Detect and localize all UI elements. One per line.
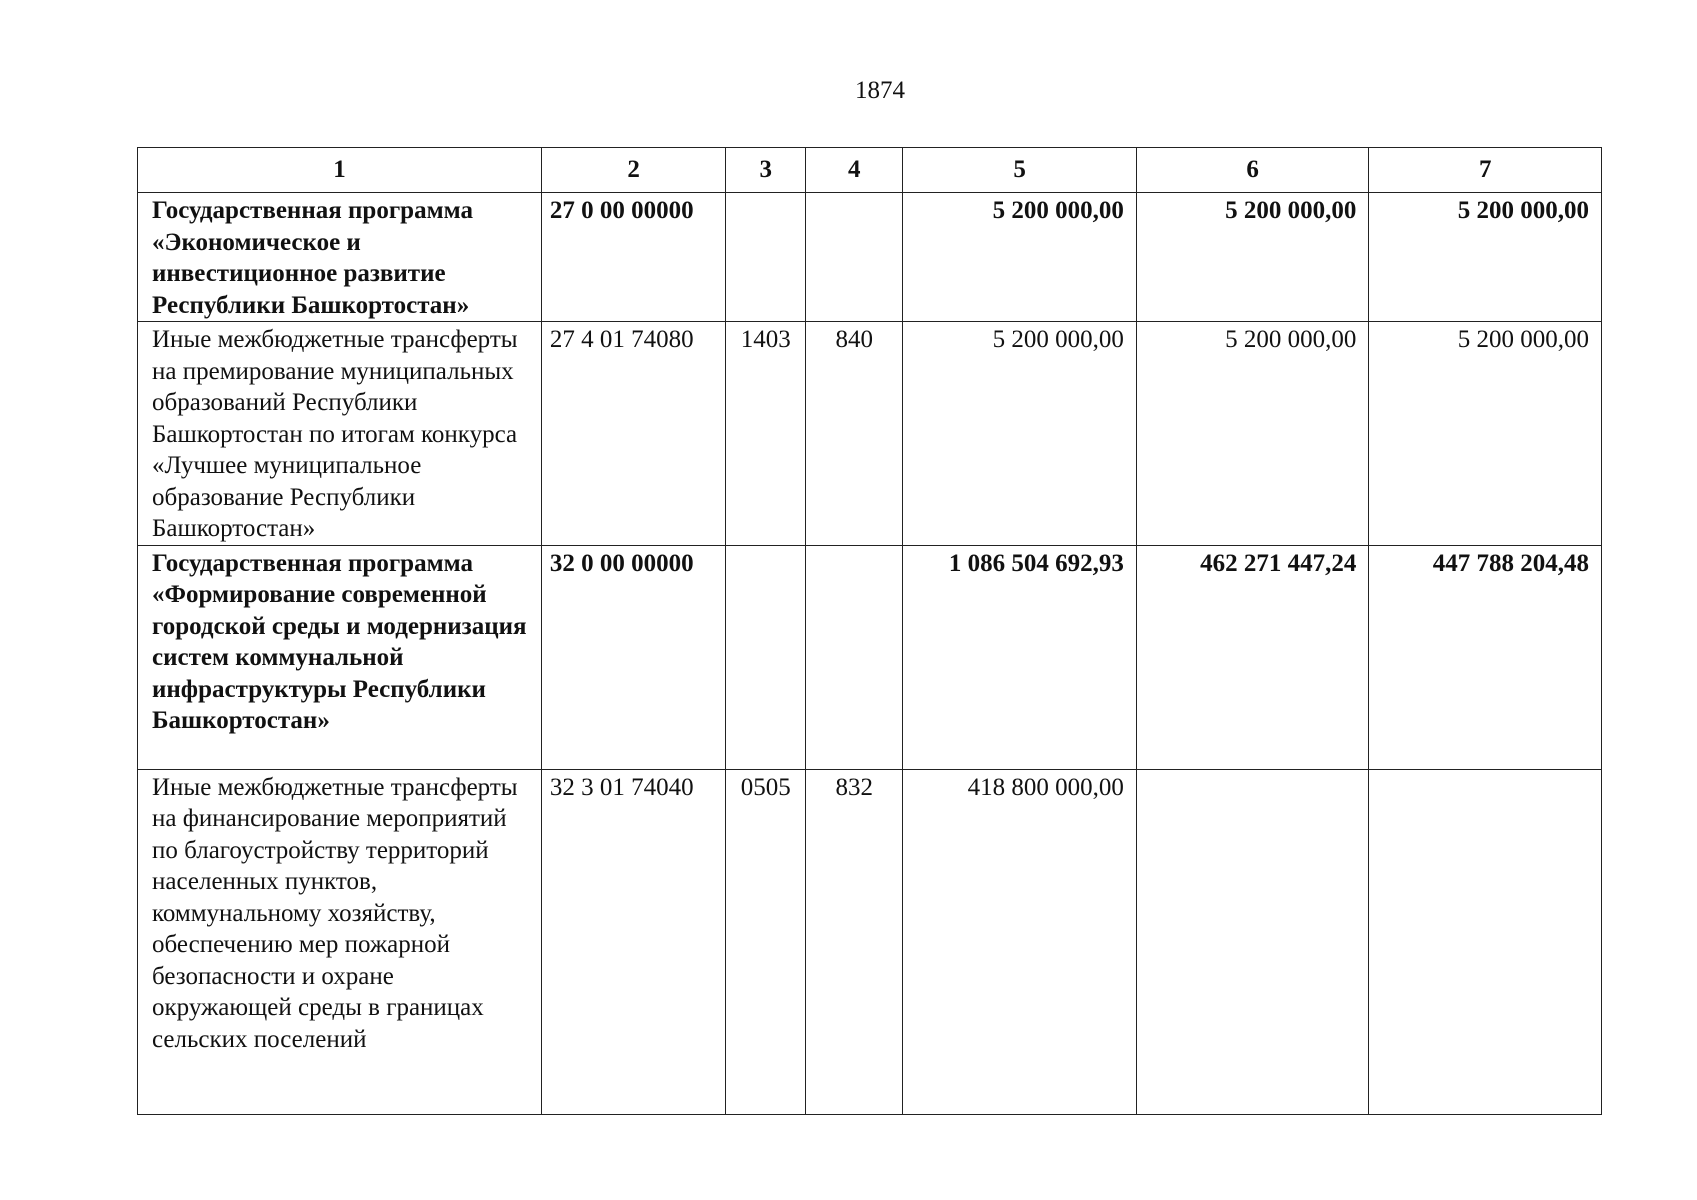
row-section: 0505 — [726, 769, 806, 1114]
row-type: 832 — [806, 769, 903, 1114]
row-amount-1: 5 200 000,00 — [903, 193, 1137, 322]
row-amount-3: 5 200 000,00 — [1369, 322, 1602, 546]
table-row — [138, 322, 1602, 546]
page-number: 1874 — [855, 77, 905, 104]
column-header: 3 — [726, 148, 806, 193]
row-section — [726, 193, 806, 322]
column-header: 5 — [903, 148, 1137, 193]
table-row — [138, 193, 1602, 322]
row-name: Государственная программа «Формирование современной городской среды и модернизация систем коммунальной инфраструктуры Республики Башкортостан» — [138, 545, 542, 769]
table-row — [138, 545, 1602, 769]
column-header: 1 — [138, 148, 542, 193]
column-header: 4 — [806, 148, 903, 193]
row-type: 840 — [806, 322, 903, 546]
row-amount-3 — [1369, 769, 1602, 1114]
row-amount-1: 5 200 000,00 — [903, 322, 1137, 546]
table-row — [138, 769, 1602, 1114]
row-type — [806, 193, 903, 322]
row-amount-1: 1 086 504 692,93 — [903, 545, 1137, 769]
row-code: 32 3 01 74040 — [541, 769, 726, 1114]
row-section — [726, 545, 806, 769]
row-code: 27 4 01 74080 — [541, 322, 726, 546]
row-amount-3: 447 788 204,48 — [1369, 545, 1602, 769]
column-header: 7 — [1369, 148, 1602, 193]
column-header: 6 — [1136, 148, 1369, 193]
row-code: 27 0 00 00000 — [541, 193, 726, 322]
row-code: 32 0 00 00000 — [541, 545, 726, 769]
row-amount-2 — [1136, 769, 1369, 1114]
row-amount-2: 462 271 447,24 — [1136, 545, 1369, 769]
column-header: 2 — [541, 148, 726, 193]
row-section: 1403 — [726, 322, 806, 546]
row-name: Государственная программа «Экономическое и инвестиционное развитие Республики Башкортостан» — [138, 193, 542, 322]
row-name: Иные межбюджетные трансферты на премирование муниципальных образований Республики Башкортостан по итогам конкурса «Лучшее муниципальное образование Республики Башкортостан» — [138, 322, 542, 546]
budget-table — [137, 147, 1602, 1115]
row-amount-3: 5 200 000,00 — [1369, 193, 1602, 322]
row-amount-1: 418 800 000,00 — [903, 769, 1137, 1114]
row-name: Иные межбюджетные трансферты на финансирование мероприятий по благоустройству территорий населенных пунктов, коммунальному хозяйству, обеспечению мер пожарной безопасности и охране окружающей среды в границах сельских поселений — [138, 769, 542, 1114]
row-amount-2: 5 200 000,00 — [1136, 193, 1369, 322]
row-amount-2: 5 200 000,00 — [1136, 322, 1369, 546]
row-type — [806, 545, 903, 769]
table-header-row — [138, 148, 1602, 193]
